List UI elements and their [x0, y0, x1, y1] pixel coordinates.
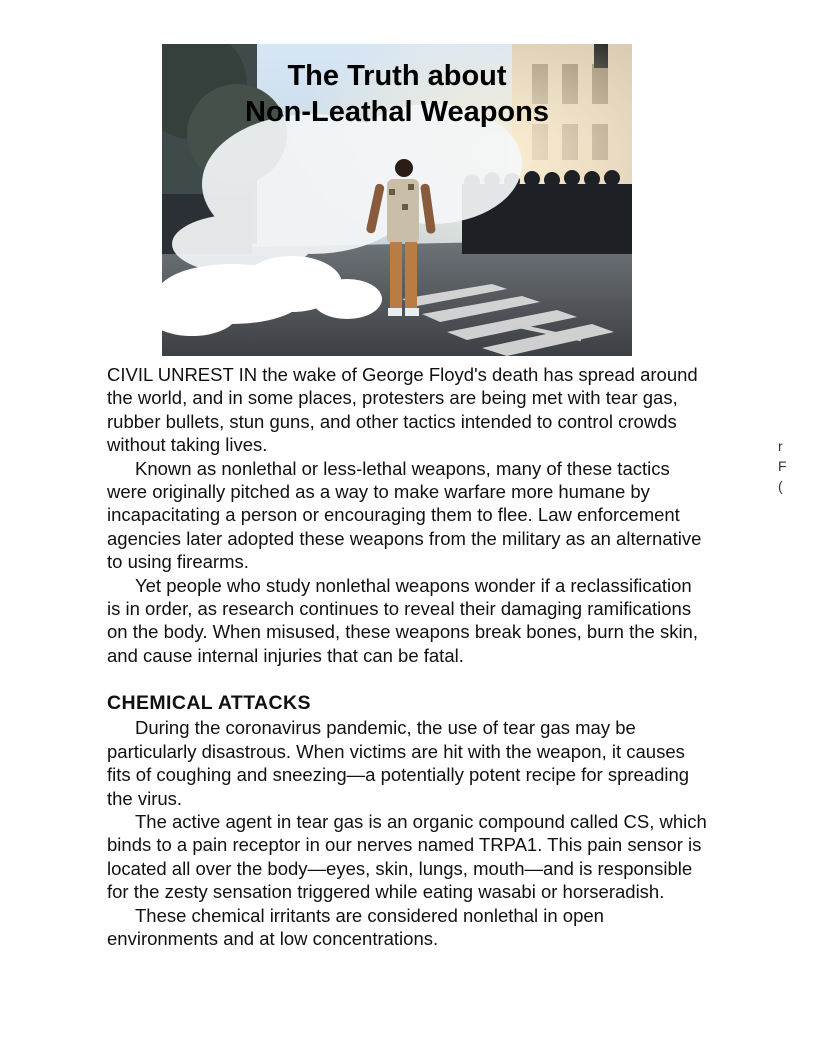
- clipped-fragment: r: [778, 438, 783, 454]
- paragraph-cs-compound: The active agent in tear gas is an organic compound called CS, which binds to a pain receptor in our nerves named TRPA1. This pain sensor is located all over the body—eyes, skin, lungs, mouth—and is responsible for the zesty sensation triggered while eating wasabi or horseradish.: [107, 810, 707, 903]
- paragraph-irritants: These chemical irritants are considered nonlethal in open environments and at low concentrations.: [107, 904, 604, 949]
- paragraph-nonlethal-origins: Known as nonlethal or less-lethal weapons, many of these tactics were originally pitched as a way to make warfare more humane by incapacitating a person or encouraging them to flee. Law enforcement agencies later adopted these weapons from the military as an alternative to using firearms.: [107, 457, 702, 573]
- hero-title-line-2: Non-Leathal Weapons: [245, 96, 549, 128]
- clipped-fragment: F: [778, 458, 787, 474]
- clipped-text-fragments: [778, 436, 788, 496]
- hero-image: [162, 44, 632, 356]
- hero-title-line-1: The Truth about: [287, 60, 507, 92]
- section-heading-chemical-attacks: CHEMICAL ATTACKS: [107, 692, 311, 715]
- clipped-fragment: (: [778, 478, 783, 494]
- article-body: [107, 363, 707, 950]
- intro-paragraph: CIVIL UNREST IN the wake of George Floyd's death has spread around the world, and in some places, protesters are being met with tear gas, rubber bullets, stun guns, and other tactics intended to control crowds without taking lives.: [107, 364, 698, 456]
- paragraph-pandemic: During the coronavirus pandemic, the use of tear gas may be particularly disastrous. When victims are hit with the weapon, it causes fits of coughing and sneezing—a potentially potent recipe for spreading the virus.: [107, 717, 690, 809]
- paragraph-reclassification: Yet people who study nonlethal weapons wonder if a reclassification is in order, as research continues to reveal their damaging ramifications on the body. When misused, these weapons break bones, burn the skin, and cause internal injuries that can be fatal.: [107, 574, 698, 666]
- hero-title: [162, 58, 632, 130]
